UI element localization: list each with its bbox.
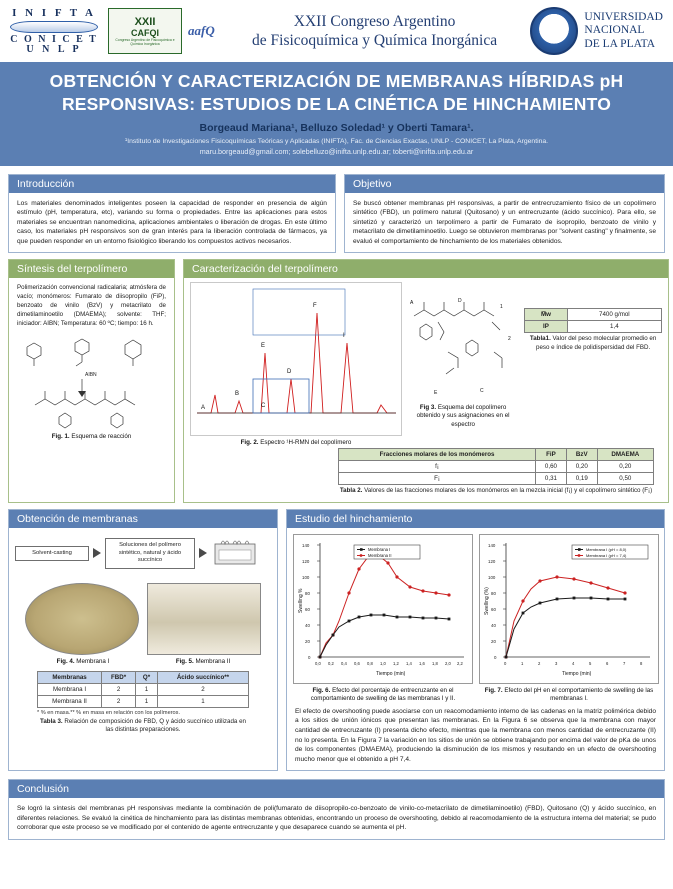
reaction-scheme-drawing xyxy=(15,335,168,431)
table3-header-2: Q* xyxy=(136,671,158,683)
congress-title-line2: de Fisicoquímica y Química Inorgánica xyxy=(252,32,498,49)
fig6-caption-text: Efecto del porcentaje de entrecruzante en el comportamiento de swelling de las membranas I y II. xyxy=(310,686,456,702)
svg-text:Swelling (%): Swelling (%) xyxy=(484,586,490,615)
section-conclusion xyxy=(8,779,665,840)
table1-row1-value: 1,4 xyxy=(567,321,661,333)
svg-text:100: 100 xyxy=(488,574,496,580)
table1-row0-value: 7400 g/mol xyxy=(567,309,661,321)
table2-r1-c3: 0,50 xyxy=(597,473,653,485)
fig7-caption xyxy=(479,687,659,703)
fig1-caption-text: Esquema de reacción xyxy=(71,433,132,441)
svg-text:2,2: 2,2 xyxy=(457,660,463,666)
fig1-caption xyxy=(15,433,168,440)
obtencion-heading: Obtención de membranas xyxy=(9,510,277,528)
table-row xyxy=(38,683,249,695)
table3-r0-c2: 1 xyxy=(136,683,158,695)
table3-header-3: Ácido succínico** xyxy=(157,671,248,683)
table-row xyxy=(339,461,654,473)
svg-text:20: 20 xyxy=(305,638,310,644)
aafq-logo: aafQ xyxy=(188,23,215,38)
svg-text:80: 80 xyxy=(305,590,310,596)
fig3-caption-label: Fig 3. xyxy=(419,404,437,412)
fig5-caption xyxy=(147,658,259,665)
objetivo-text: Se buscó obtener membranas pH responsivas, a partir de entrecruzamiento físico de un copolímero sintético (FBD), un polímero natural (Quitosano) y un entrecruzante (ácido succínico). Para ello, se sintetizó y caracterizó un terpolímero a partir de Fumarato de isopropilo, benzoato de vinilo y metacrilato de dimetilaminoetilo. Luego se obtuvieron membranas por "solvent casting" y finalmente, se evaluó el comportamiento de hinchamiento de los materiales obtenidos. xyxy=(352,199,656,245)
table2-r1-c1: 0,31 xyxy=(536,473,567,485)
introduccion-heading: Introducción xyxy=(9,175,335,193)
svg-text:Tiempo (min): Tiempo (min) xyxy=(562,670,592,677)
svg-text:0,2: 0,2 xyxy=(328,660,334,666)
svg-text:D: D xyxy=(287,369,292,376)
svg-text:Swelling %: Swelling % xyxy=(298,588,304,613)
svg-text:80: 80 xyxy=(491,590,496,596)
caracterizacion-tables xyxy=(524,282,662,446)
synthesis-characterization-row xyxy=(0,259,673,502)
inifta-logo-line2: C O N I C E T xyxy=(10,33,98,45)
fig4-caption-text: Membrana I xyxy=(76,657,110,665)
inifta-logo-line3: U N L P xyxy=(26,43,82,55)
svg-text:2: 2 xyxy=(538,660,541,666)
intro-objective-row xyxy=(0,174,673,254)
fig2-nmr-spectrum xyxy=(190,282,402,436)
table3-composition xyxy=(37,671,249,708)
table2-header-1: FiP xyxy=(536,449,567,461)
svg-text:100: 100 xyxy=(302,574,310,580)
fig4-caption xyxy=(27,658,139,665)
hinchamiento-text: El efecto de overshooting puede asociarse con un reacomodamiento interno de las cadenas en la matriz polimérica debido a los sitios de unión iónicos que presentan las membranas. En la Figura 6 se observa que la membrana con mayor cantidad de entrecruzante (I) presenta dicho efecto, mientras que la membrana con menos cantidad de entrecruzante (II) no lo presenta. En la Figura 7 la variación en los sitios de unión se obtiene trabajando por encima del valor de pKa de unos de los componentes (DMAEMA), produciendo la disminución de los mismos y resultando en un efecto de overshooting mucho menor que el obtenido a pH 7,4. xyxy=(295,707,656,763)
svg-text:D: D xyxy=(458,298,462,305)
membrane-photos xyxy=(9,579,277,655)
page-title xyxy=(10,70,663,116)
fig7-chart-svg xyxy=(480,535,658,681)
table1-caption-text: Valor del peso molecular promedio en peso e índice de polidispersidad del FBD. xyxy=(536,335,657,351)
flow-arrow-icon-2 xyxy=(199,548,207,558)
svg-text:1,0: 1,0 xyxy=(380,660,386,666)
table1-caption-label: Tabla1. xyxy=(529,335,551,343)
svg-text:7: 7 xyxy=(623,660,626,666)
caracterizacion-content xyxy=(184,278,668,446)
svg-text:1,6: 1,6 xyxy=(419,660,425,666)
fig6-caption xyxy=(293,687,473,703)
svg-text:2,0: 2,0 xyxy=(445,660,451,666)
table3-r1-c2: 1 xyxy=(136,695,158,707)
svg-text:Membrana I (pH = 8,0): Membrana I (pH = 8,0) xyxy=(586,546,627,552)
fig4-photo-wrapper xyxy=(25,583,139,655)
table2-r0-c3: 0,20 xyxy=(597,461,653,473)
svg-text:Membrana I: Membrana I xyxy=(368,546,391,552)
svg-text:C: C xyxy=(480,388,484,395)
table2-caption-label: Tabla 2. xyxy=(339,487,363,495)
fig1-reaction-scheme xyxy=(15,335,168,431)
fig7-chart xyxy=(479,534,659,684)
svg-text:120: 120 xyxy=(488,558,496,564)
table2-molar-fractions xyxy=(338,448,654,485)
caracterizacion-heading: Caracterización del terpolímero xyxy=(184,260,668,278)
svg-text:60: 60 xyxy=(491,606,496,612)
table3-r1-c1: 2 xyxy=(102,695,136,707)
svg-text:40: 40 xyxy=(491,622,496,628)
unlp-line2: NACIONAL xyxy=(584,24,645,37)
table2-wrapper xyxy=(339,446,666,501)
fig2-wrapper xyxy=(190,282,402,446)
svg-text:0: 0 xyxy=(504,660,507,666)
table3-caption-text: Relación de composición de FBD, Q y ácido succínico utilizada en las distintas preparaciones. xyxy=(62,717,246,734)
fig4-membrane-i-photo xyxy=(25,583,139,655)
table2-r0-c2: 0,20 xyxy=(566,461,597,473)
table2-header-2: BzV xyxy=(566,449,597,461)
section-obtencion-membranas xyxy=(8,509,278,771)
flow-solvent-casting: Solvent-casting xyxy=(15,546,89,562)
unlp-logo xyxy=(530,7,667,55)
fig6-chart-svg xyxy=(294,535,472,681)
inifta-logo-swoosh xyxy=(10,21,98,33)
svg-text:40: 40 xyxy=(305,622,310,628)
table2-r1-c2: 0,19 xyxy=(566,473,597,485)
section-objetivo xyxy=(344,174,665,254)
fig5-caption-label: Fig. 5. xyxy=(175,657,194,665)
svg-text:0,8: 0,8 xyxy=(367,660,373,666)
table3-r0-c1: 2 xyxy=(102,683,136,695)
fig3-wrapper xyxy=(408,282,518,446)
svg-text:F: F xyxy=(313,303,317,310)
page-title-line2: RESPONSIVAS: ESTUDIOS DE LA CINÉTICA DE HINCHAMIENTO xyxy=(61,93,612,114)
unlp-seal-icon xyxy=(530,7,578,55)
affiliation: ¹Instituto de Investigaciones Fisicoquímicas Teóricas y Aplicadas (INIFTA), Fac. de Ciencias Exactas, UNLP - CONICET, La Plata, Argentina. xyxy=(124,137,549,145)
oven-drawing xyxy=(211,534,261,568)
svg-text:C: C xyxy=(261,403,266,410)
svg-text:8: 8 xyxy=(640,660,643,666)
swelling-charts xyxy=(287,528,664,703)
table1-caption xyxy=(524,335,662,352)
table2-header-3: DMAEMA xyxy=(597,449,653,461)
svg-text:60: 60 xyxy=(305,606,310,612)
section-caracterizacion xyxy=(183,259,669,502)
title-banner xyxy=(0,62,673,166)
table-row xyxy=(525,309,662,321)
cafqi-logo-subtitle: Congreso Argentino de Fisicoquímica e Química Inorgánica xyxy=(115,38,175,46)
section-introduccion xyxy=(8,174,336,254)
table3-r0-c0: Membrana I xyxy=(38,683,102,695)
cafqi-logo-number: XXII xyxy=(134,16,156,28)
fig3-polymer-scheme xyxy=(408,282,518,404)
congress-title-line1: XXII Congreso Argentino xyxy=(293,12,456,30)
fig5-photo-wrapper xyxy=(147,583,261,655)
congress-title xyxy=(215,12,531,51)
inifta-logo-line1: I N I F T A xyxy=(12,6,96,19)
introduccion-text: Los materiales denominados inteligentes poseen la capacidad de responder en presencia de algún estímulo (pH, temperatura, etc), variando su forma o propiedades. Entre las aplicaciones para estos materiales se encuentran nanomedicina, aplicaciones ambientales o liberación de drogas. En este último caso, los materiales pH responsivos son de gran interés para la liberación controlada de fármacos, ya que pueden responder en un entorno fisiológico liberando los compuestos activos necesarios. xyxy=(17,199,327,245)
fig6-wrapper xyxy=(293,534,473,703)
svg-text:0,0: 0,0 xyxy=(315,660,321,666)
table3-r0-c3: 2 xyxy=(157,683,248,695)
fig3-caption-text: Esquema del copolímero obtenido y sus asignaciones en el espectro xyxy=(416,404,510,428)
svg-text:Membrana II: Membrana II xyxy=(368,552,392,558)
svg-text:AIBN: AIBN xyxy=(85,372,97,379)
svg-text:I: I xyxy=(343,333,345,340)
table1-row1-key: IP xyxy=(525,321,568,333)
sintesis-heading: Síntesis del terpolímero xyxy=(9,260,174,278)
cafqi-logo-acronym: CAFQI xyxy=(131,28,159,38)
table-row xyxy=(38,695,249,707)
fig6-caption-label: Fig. 6. xyxy=(312,686,331,694)
table3-r1-c0: Membrana II xyxy=(38,695,102,707)
svg-text:5: 5 xyxy=(589,660,592,666)
table2-r0-c0: f¡ xyxy=(339,461,536,473)
table3-footnote: * % en masa.** % en masa en relación con los polímeros. xyxy=(37,709,181,716)
fig7-wrapper xyxy=(479,534,659,703)
flow-arrow-icon xyxy=(93,548,101,558)
section-estudio-hinchamiento xyxy=(286,509,665,771)
fig6-chart xyxy=(293,534,473,684)
table2-header-0: Fracciones molares de los monómeros xyxy=(339,449,536,461)
poster-header xyxy=(0,0,673,62)
table2-caption xyxy=(338,487,654,495)
table2-caption-text: Valores de las fracciones molares de los monómeros en la mezcla inicial (f¡) y el copolímero sintético (F¡) xyxy=(362,487,653,495)
conclusion-text: Se logró la síntesis del membranas pH responsivas mediante la combinación de poli(fumarato de diisopropilo-co-benzoato de vinilo-co-metacrilato de dimetilaminoetilo) (FBD), Quitosano (Q) y ácido succínico, en diferentes relaciones. Se evaluó la cinética de hinchamiento para las distintas membranas obtenidas, encontrando un proceso de overshooting, debido al reacomodamiento de la estructura interna del material; se pudo corroborar que este proceso se ve modificado por el contenido de agente entrecruzante y que desaparece cuando se aumenta el pH. xyxy=(17,805,656,832)
oven-icon xyxy=(211,534,261,573)
table3-caption xyxy=(37,718,249,735)
fig5-caption-text: Membrana II xyxy=(195,657,231,665)
page-title-line1: OBTENCIÓN Y CARACTERIZACIÓN DE MEMBRANAS HÍBRIDAS pH xyxy=(49,71,624,91)
table3-caption-label: Tabla 3. xyxy=(40,717,63,725)
membrane-flowchart xyxy=(9,528,277,579)
svg-text:1,2: 1,2 xyxy=(393,660,399,666)
svg-text:B: B xyxy=(235,391,240,398)
fig7-caption-text: Efecto del pH en el comportamiento de swelling de las membranas I. xyxy=(504,686,654,702)
fig5-membrane-ii-photo xyxy=(147,583,261,655)
unlp-logo-text xyxy=(584,11,663,51)
svg-text:0: 0 xyxy=(494,654,497,660)
svg-text:E: E xyxy=(434,390,438,397)
table3-r1-c3: 1 xyxy=(157,695,248,707)
svg-text:3: 3 xyxy=(555,660,558,666)
svg-text:0: 0 xyxy=(308,654,311,660)
table-row xyxy=(525,321,662,333)
svg-text:140: 140 xyxy=(488,542,496,548)
table1-row0-key: M̄w xyxy=(525,309,568,321)
svg-text:Tiempo (min): Tiempo (min) xyxy=(376,670,406,677)
polymer-structure-drawing xyxy=(408,282,518,402)
table-row xyxy=(339,449,654,461)
svg-text:Membrana I (pH = 7,4): Membrana I (pH = 7,4) xyxy=(586,552,627,558)
table2-r1-c0: F¡ xyxy=(339,473,536,485)
section-sintesis xyxy=(8,259,175,502)
svg-text:20: 20 xyxy=(491,638,496,644)
unlp-line3: DE LA PLATA xyxy=(584,37,656,50)
svg-text:6: 6 xyxy=(606,660,609,666)
svg-text:120: 120 xyxy=(302,558,310,564)
flow-solutions: Soluciones del polímero sintético, natural y ácido succínico xyxy=(105,538,195,569)
nmr-spectrum-drawing xyxy=(191,283,401,433)
authors: Borgeaud Mariana¹, Belluzo Soledad¹ y Oberti Tamara¹. xyxy=(199,121,474,134)
table3-header-0: Membranas xyxy=(38,671,102,683)
table2-r0-c1: 0,60 xyxy=(536,461,567,473)
svg-text:4: 4 xyxy=(572,660,575,666)
conclusion-heading: Conclusión xyxy=(9,780,664,798)
table-row xyxy=(38,671,249,683)
svg-text:1: 1 xyxy=(521,660,524,666)
fig4-caption-label: Fig. 4. xyxy=(56,657,75,665)
svg-text:140: 140 xyxy=(302,542,310,548)
membranes-swelling-row xyxy=(0,509,673,771)
table-row xyxy=(339,473,654,485)
objetivo-heading: Objetivo xyxy=(345,175,664,193)
svg-text:0,6: 0,6 xyxy=(354,660,360,666)
svg-text:1,4: 1,4 xyxy=(406,660,412,666)
svg-text:E: E xyxy=(261,343,266,350)
table3-wrapper xyxy=(9,667,277,743)
fig2-caption xyxy=(190,439,402,446)
inifta-logo xyxy=(6,8,102,55)
table1-molecular-weight xyxy=(524,308,662,333)
contact-emails: maru.borgeaud@gmail.com; solebelluzo@inifta.unlp.edu.ar; toberti@inifta.unlp.edu.ar xyxy=(199,146,474,156)
svg-text:0,4: 0,4 xyxy=(341,660,347,666)
cafqi-logo xyxy=(108,8,182,54)
svg-text:1,8: 1,8 xyxy=(432,660,438,666)
unlp-line1: UNIVERSIDAD xyxy=(584,11,663,24)
sintesis-text: Polimerización convencional radicalaria; atmósfera de vacío; monómeros: Fumarato de diisopropilo (FiP), benzoato de vinilo (BzV) y metacrilato de dimetilaminoetilo (DMAEMA); solvente: THF; iniciador: AIBN; Temperatura: 60 ºC; tiempo: 16 h. xyxy=(17,284,166,328)
fig7-caption-label: Fig. 7. xyxy=(484,686,503,694)
fig2-caption-label: Fig. 2. xyxy=(240,439,259,447)
svg-text:1: 1 xyxy=(500,304,503,311)
svg-text:2: 2 xyxy=(508,336,511,343)
svg-text:A: A xyxy=(410,300,414,307)
fig1-caption-label: Fig. 1. xyxy=(51,433,70,441)
hinchamiento-heading: Estudio del hinchamiento xyxy=(287,510,664,528)
svg-text:A: A xyxy=(201,405,206,412)
membrane-photo-captions xyxy=(9,655,277,667)
fig3-caption xyxy=(408,404,518,428)
table3-header-1: FBD* xyxy=(102,671,136,683)
fig2-caption-text: Espectro ¹H-RMN del copolímero xyxy=(260,439,352,447)
